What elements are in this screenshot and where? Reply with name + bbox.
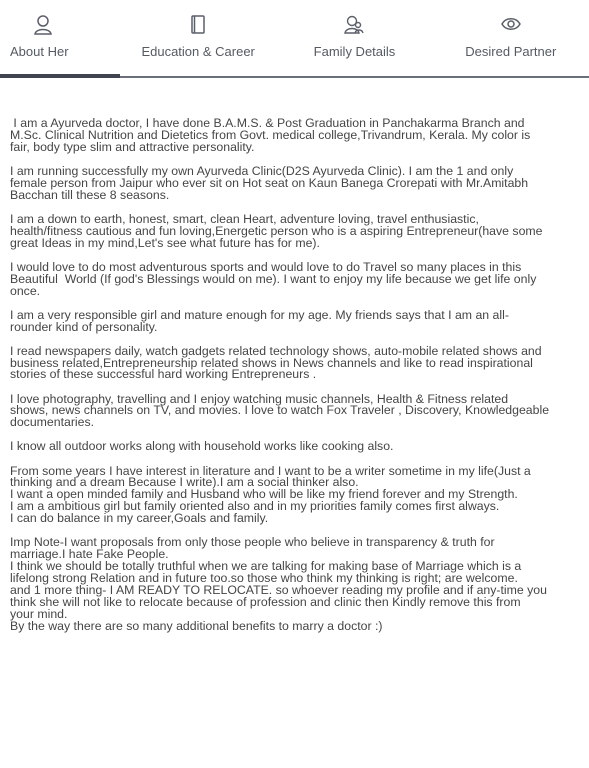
about-paragraph: I read newspapers daily, watch gadgets related technology shows, auto-mobile related shows and business related,Entrepreneurship related shows in News channels and like to read inspirational stories of these successful hard working Entrepreneurs . — [10, 343, 542, 382]
tab-family-details[interactable] — [276, 0, 432, 76]
tab-label: Family Details — [313, 44, 396, 59]
about-paragraph: I am a very responsible girl and mature enough for my age. My friends says that I am an all- rounder kind of personality. — [10, 307, 509, 334]
profile-tab-bar — [0, 0, 589, 78]
about-paragraph: From some years I have interest in literature and I want to be a writer sometime in my life(Just a thinking and a dream Because I write).I am a social thinker also. I want a open minded family and Husband who will be like my friend forever and my Strength. I am a ambitious girl but family oriented also and in my priorities family comes first always. I can do balance in my career,Goals and family. — [10, 463, 531, 526]
about-paragraph: I am a Ayurveda doctor, I have done B.A.M.S. & Post Graduation in Panchakarma Branch and M.Sc. Clinical Nutrition and Dietetics from Govt. medical college,Trivandrum, Kerala. My color is fair, body type slim and attractive personality. — [10, 116, 531, 154]
about-her-content — [0, 78, 589, 633]
tab-about-her[interactable] — [0, 0, 120, 76]
tab-education-career[interactable] — [120, 0, 276, 76]
tab-label: About Her — [10, 44, 69, 59]
about-paragraph: Imp Note-I want proposals from only those people who believe in transparency & truth for marriage.I hate Fake People. I think we should be totally truthful when we are talking for making base of Marriage which is a lifelong strong Relation and in future too.so those who think my thinking is right; are welcome. and 1 more thing- I AM READY TO RELOCATE. so whoever reading my profile and if any-time you think she will not like to relocate because of profession and clinic then Kindly remove this from your mind. By the way there are so many additional benefits to marry a doctor :) — [10, 535, 547, 633]
about-paragraph: I know all outdoor works along with household works like cooking also. — [10, 439, 394, 454]
tab-label: Desired Partner — [465, 44, 557, 59]
about-paragraph: I am running successfully my own Ayurveda Clinic(D2S Ayurveda Clinic). I am the 1 and only female person from Jaipur who ever sit on Hot seat on Kaun Banega Crorepati with Mr.Amitabh Bacchan till these 8 seasons. — [10, 163, 529, 202]
about-paragraph: I would love to do most adventurous sports and would love to do Travel so many places in this Beautiful World (If god's Blessings would on me). I want to enjoy my life because we get life only once. — [10, 259, 537, 298]
family-icon — [344, 14, 364, 36]
eye-icon — [501, 14, 521, 36]
person-icon — [33, 14, 53, 36]
tab-desired-partner[interactable] — [433, 0, 589, 76]
tab-label: Education & Career — [141, 44, 255, 59]
book-icon — [188, 14, 208, 36]
about-paragraph: I am a down to earth, honest, smart, clean Heart, adventure loving, travel enthusiastic, health/fitness cautious and fun loving,Energetic person who is a aspiring Entrepreneur(have some great Ideas in my mind,Let's see what future has for me). — [10, 211, 543, 250]
about-paragraph: I love photography, travelling and I enjoy watching music channels, Health & Fitness related shows, news channels on TV, and movies. I love to watch Fox Traveler , Discovery, Knowledgeable documentaries. — [10, 391, 550, 430]
